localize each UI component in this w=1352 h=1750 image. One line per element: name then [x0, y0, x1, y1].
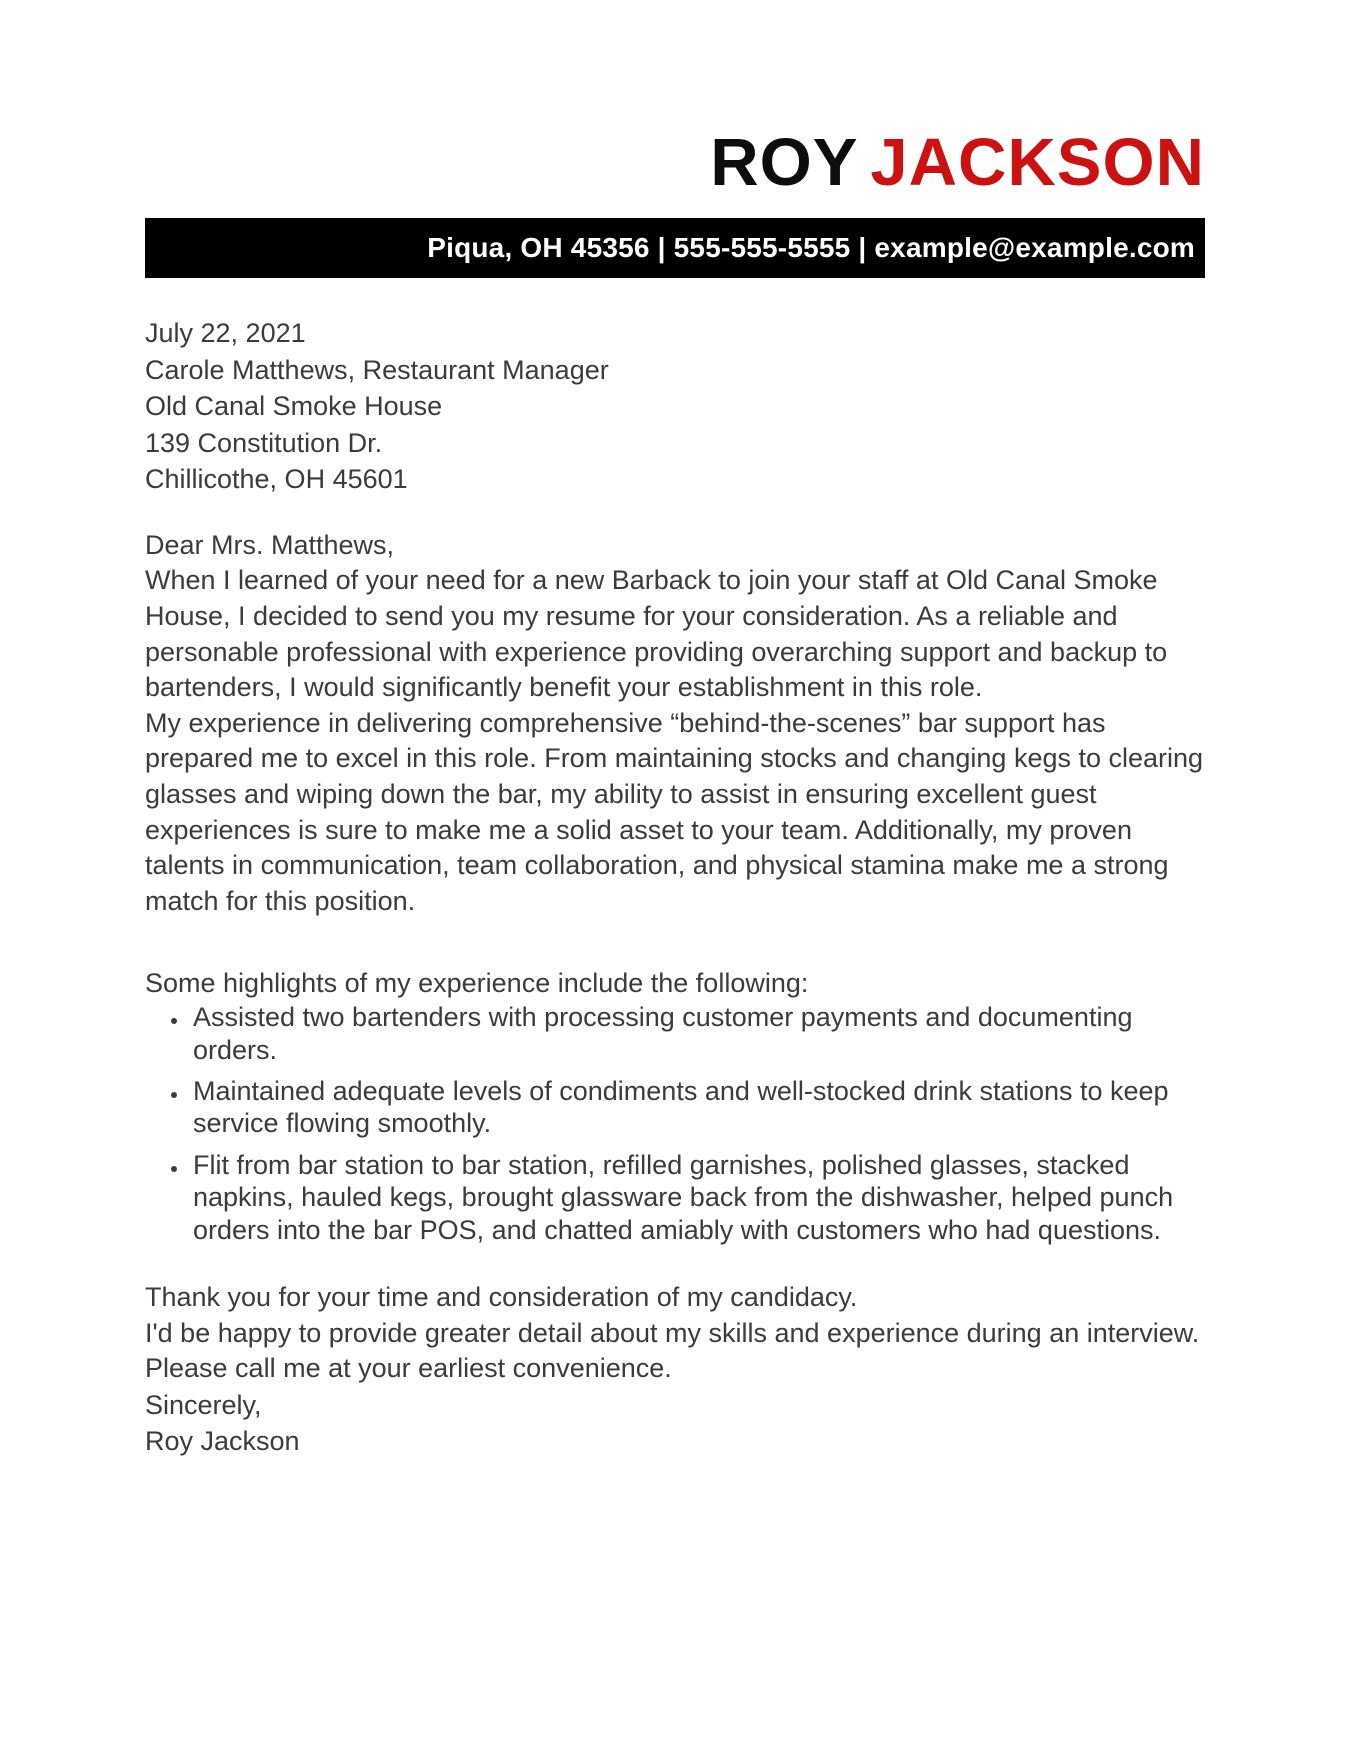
signoff: Sincerely, — [145, 1389, 262, 1420]
highlights-list — [145, 1001, 1205, 1246]
highlight-item-2: • Maintained adequate levels of condiments and well-stocked drink stations to keep service flowing smoothly. — [189, 1075, 1205, 1140]
recipient-company: Old Canal Smoke House — [145, 391, 443, 422]
candidate-last-name: JACKSON — [870, 125, 1205, 200]
candidate-name — [145, 125, 1205, 200]
recipient-street: 139 Constitution Dr. — [145, 427, 383, 458]
candidate-first-name: ROY — [710, 125, 859, 200]
body-paragraph-1: When I learned of your need for a new Barback to join your staff at Old Canal Smoke House, I decided to send you my resume for your consideration. As a reliable and personable professional with experience providing overarching support and backup to bartenders, I would significantly benefit your establishment in this role. — [145, 565, 1168, 703]
letter-header — [145, 125, 1205, 278]
contact-info-text: Piqua, OH 45356 | 555-555-5555 | example@example.com — [427, 232, 1195, 264]
recipient-block — [145, 352, 1205, 498]
closing-paragraph-2: I'd be happy to provide greater detail about my skills and experience during an interview. Please call me at your earliest convenience. — [145, 1317, 1200, 1384]
salutation: Dear Mrs. Matthews, — [145, 529, 395, 560]
letter-date: July 22, 2021 — [145, 318, 306, 349]
highlights-intro: Some highlights of my experience include the following: — [145, 967, 809, 998]
highlight-item-1: • Assisted two bartenders with processing customer payments and documenting orders. — [189, 1001, 1205, 1066]
signature-name: Roy Jackson — [145, 1426, 300, 1457]
recipient-city-state: Chillicothe, OH 45601 — [145, 464, 408, 495]
closing-paragraph-1: Thank you for your time and consideration of my candidacy. — [145, 1281, 858, 1312]
letter-body — [145, 316, 1205, 1459]
body-paragraph-2: My experience in delivering comprehensive “behind-the-scenes” bar support has prepared me to excel in this role. From maintaining stocks and changing kegs to clearing glasses and wiping down the bar, my ability to assist in ensuring excellent guest experiences is sure to make me a solid asset to your team. Additionally, my proven talents in communication, team collaboration, and physical stamina make me a strong match for this position. — [145, 707, 1204, 916]
recipient-name-title: Carole Matthews, Restaurant Manager — [145, 354, 609, 385]
contact-bar — [145, 218, 1205, 278]
highlight-item-3: • Flit from bar station to bar station, refilled garnishes, polished glasses, stacked napkins, hauled kegs, brought glassware back from the dishwasher, helped punch orders into the bar POS, and chatted amiably with customers who had questions. — [189, 1149, 1205, 1246]
